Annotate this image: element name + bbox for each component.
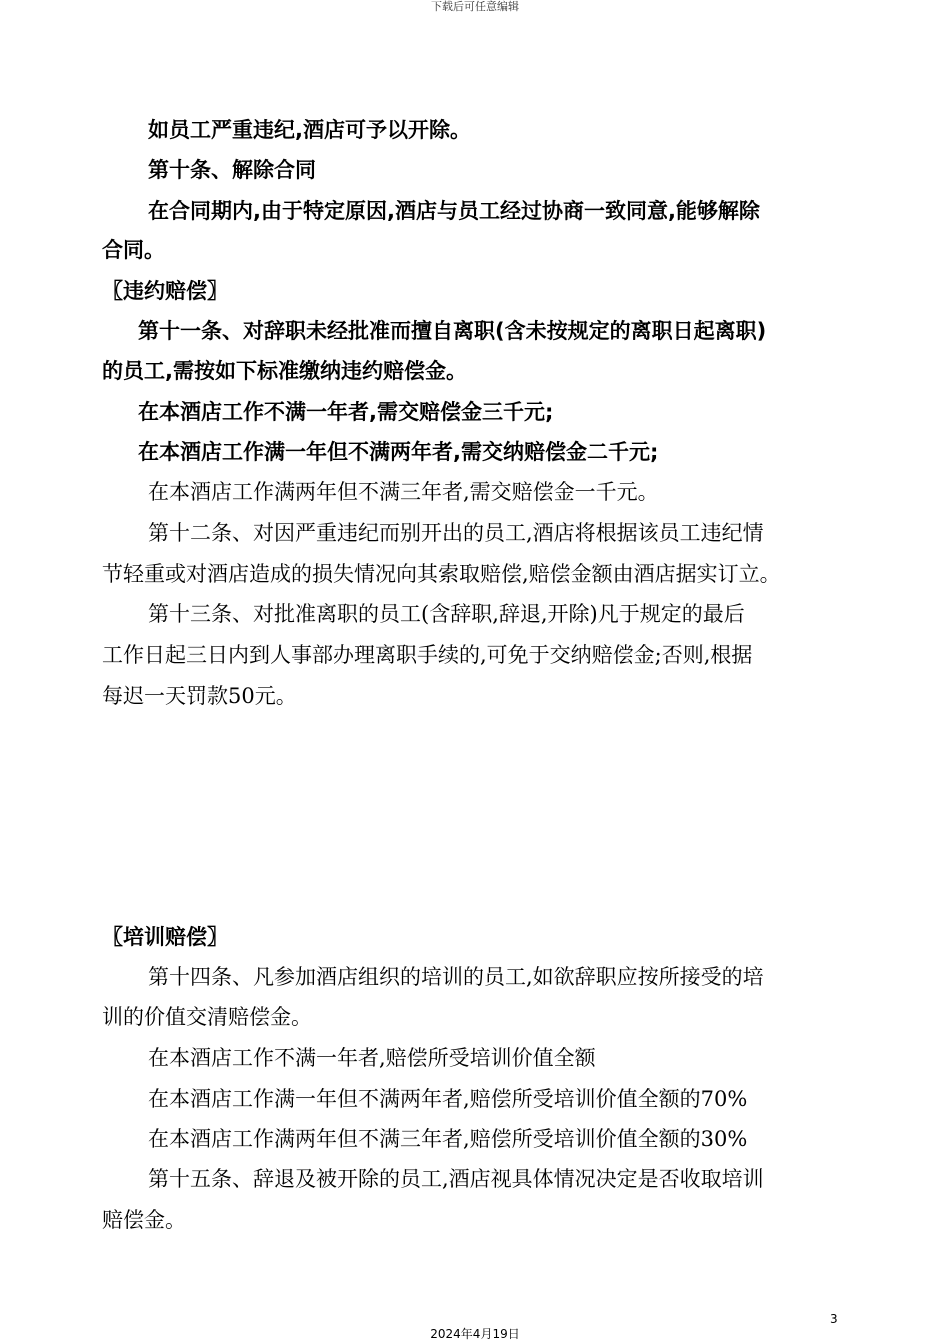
- paragraph-line: 在本酒店工作不满一年者,需交赔偿金三千元;: [138, 400, 554, 424]
- paragraph-line: 第十四条、凡参加酒店组织的培训的员工,如欲辞职应按所接受的培: [148, 965, 764, 989]
- section-heading: 〖培训赔偿〗: [102, 925, 228, 949]
- paragraph-line: 赔偿金。: [102, 1208, 186, 1232]
- paragraph-line: 训的价值交清赔偿金。: [102, 1005, 312, 1029]
- page-number: 3: [830, 1312, 838, 1326]
- paragraph-line: 第十一条、对辞职未经批准而擅自离职(含未按规定的离职日起离职): [138, 319, 767, 343]
- paragraph-line: 第十五条、辞退及被开除的员工,酒店视具体情况决定是否收取培训: [148, 1167, 764, 1191]
- paragraph-line: 如员工严重违纪,酒店可予以开除。: [148, 118, 471, 142]
- paragraph-line: 每迟一天罚款50元。: [102, 684, 297, 708]
- paragraph-line: 在合同期内,由于特定原因,酒店与员工经过协商一致同意,能够解除: [148, 199, 760, 223]
- article-heading: 第十条、解除合同: [148, 158, 316, 182]
- paragraph-line: 第十二条、对因严重违纪而别开出的员工,酒店将根据该员工违纪情: [148, 521, 764, 545]
- paragraph-line: 节轻重或对酒店造成的损失情况向其索取赔偿,赔偿金额由酒店据实订立。: [102, 562, 781, 586]
- paragraph-line: 在本酒店工作满两年但不满三年者,赔偿所受培训价值全额的30%: [148, 1127, 748, 1151]
- paragraph-line: 在本酒店工作满一年但不满两年者,赔偿所受培训价值全额的70%: [148, 1087, 748, 1111]
- paragraph-line: 在本酒店工作满一年但不满两年者,需交纳赔偿金二千元;: [138, 440, 659, 464]
- paragraph-line: 在本酒店工作满两年但不满三年者,需交赔偿金一千元。: [148, 480, 659, 504]
- section-heading: 〖违约赔偿〗: [102, 279, 228, 303]
- paragraph-line: 在本酒店工作不满一年者,赔偿所受培训价值全额: [148, 1046, 596, 1070]
- footer-date: 2024年4月19日: [430, 1327, 520, 1341]
- page-header: 下载后可任意编辑: [431, 0, 519, 13]
- paragraph-line: 第十三条、对批准离职的员工(含辞职,辞退,开除)凡于规定的最后: [148, 602, 745, 626]
- paragraph-line: 合同。: [102, 238, 165, 262]
- paragraph-line: 的员工,需按如下标准缴纳违约赔偿金。: [102, 359, 467, 383]
- paragraph-line: 工作日起三日内到人事部办理离职手续的,可免于交纳赔偿金;否则,根据: [102, 643, 753, 667]
